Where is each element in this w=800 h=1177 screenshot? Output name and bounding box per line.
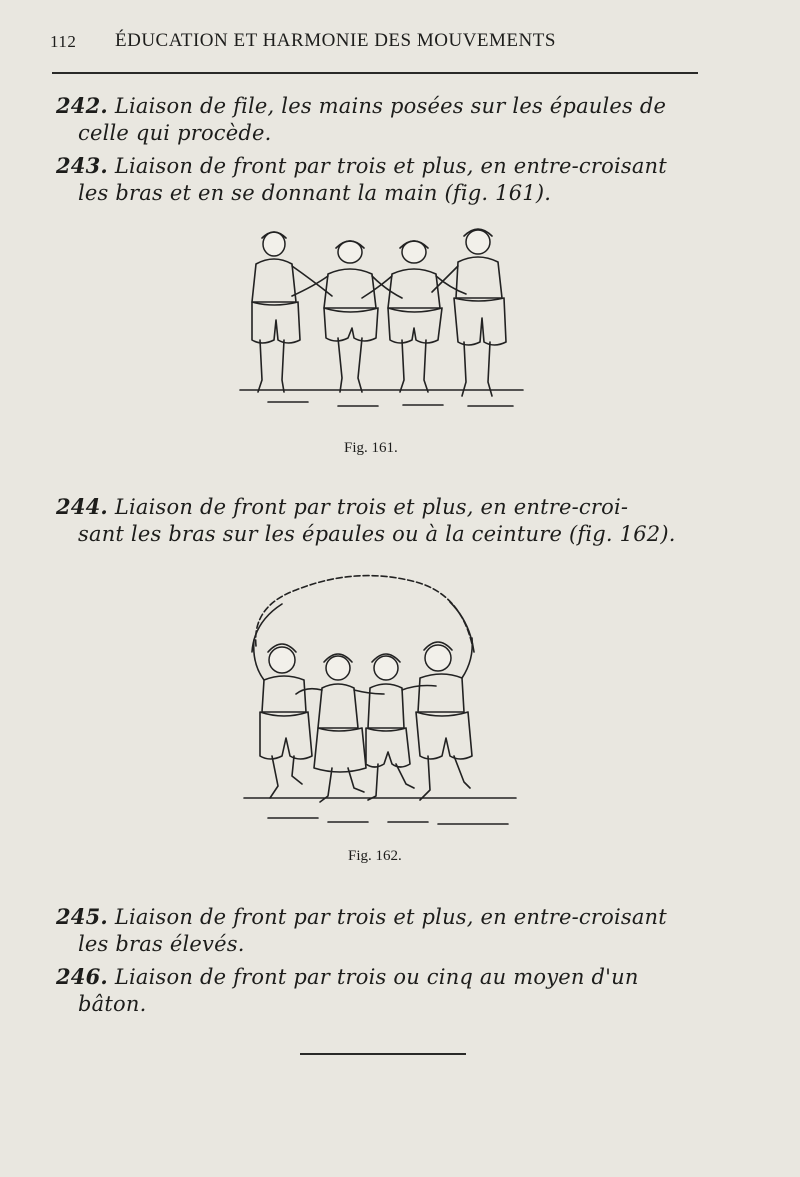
item-text-line2: celle qui procède.	[78, 121, 272, 145]
page-number: 112	[50, 32, 77, 51]
page-header	[50, 30, 700, 56]
item-text-line1: Liaison de front par trois ou cinq au moyen d'un	[114, 965, 639, 989]
paragraph-242	[56, 92, 706, 147]
section-end-rule	[300, 1053, 466, 1055]
item-text-line2: les bras élevés.	[78, 932, 245, 956]
item-text-line1: Liaison de front par trois et plus, en entre-croisant	[114, 905, 667, 929]
figure-162-caption: Fig. 162.	[348, 848, 402, 864]
header-rule	[52, 72, 698, 74]
item-text-line2: sant les bras sur les épaules ou à la ceinture (fig. 162).	[78, 522, 676, 546]
paragraph-244	[56, 493, 706, 548]
item-number: 244.	[56, 494, 108, 519]
item-text-line1: Liaison de file, les mains posées sur les épaules de	[114, 94, 667, 118]
figure-161-illustration	[228, 222, 528, 417]
item-text-line1: Liaison de front par trois et plus, en entre-croisant	[114, 154, 667, 178]
running-title: ÉDUCATION ET HARMONIE DES MOUVEMENTS	[115, 30, 556, 51]
item-number: 245.	[56, 904, 108, 929]
item-number: 243.	[56, 153, 108, 178]
item-number: 242.	[56, 93, 108, 118]
paragraph-246	[56, 963, 706, 1018]
paragraph-243	[56, 152, 706, 207]
item-text-line2: bâton.	[78, 992, 147, 1016]
figure-162-illustration	[238, 572, 528, 832]
figure-161-caption: Fig. 161.	[344, 440, 398, 456]
item-text-line2: les bras et en se donnant la main (fig. 161).	[78, 181, 552, 205]
item-number: 246.	[56, 964, 108, 989]
paragraph-245	[56, 903, 706, 958]
item-text-line1: Liaison de front par trois et plus, en entre-croi-	[114, 495, 629, 519]
